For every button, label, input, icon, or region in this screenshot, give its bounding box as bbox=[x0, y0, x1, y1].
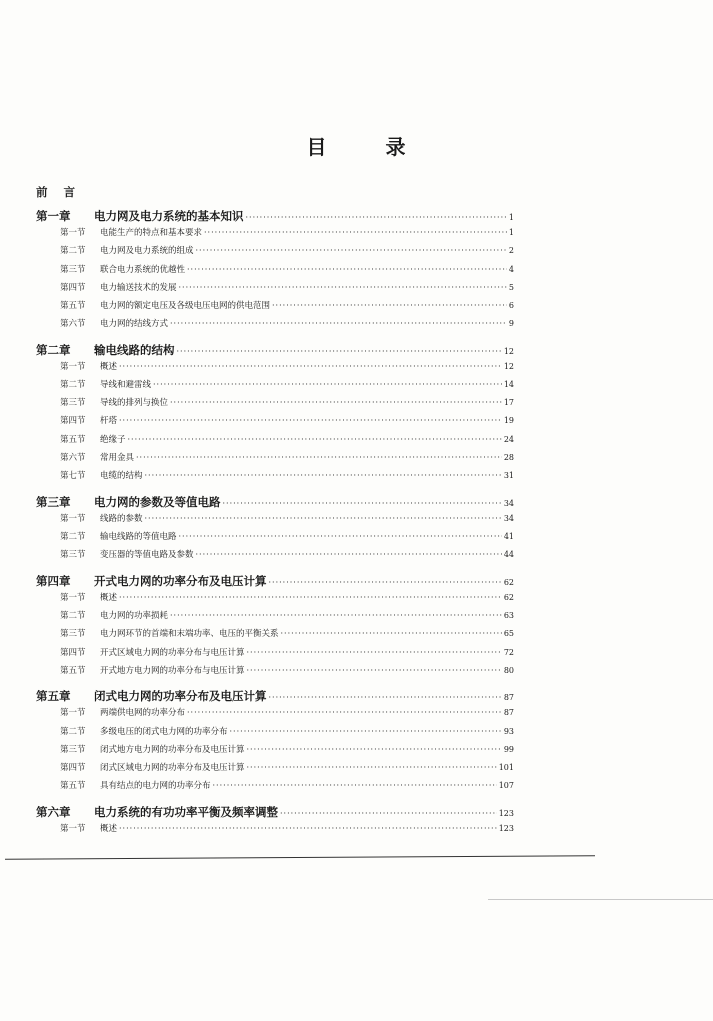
toc-label bbox=[60, 299, 270, 311]
toc-page-number: 12 bbox=[503, 347, 514, 356]
toc-number: 第一节 bbox=[60, 593, 86, 603]
toc-leader-dots bbox=[247, 648, 502, 657]
toc-section bbox=[60, 646, 514, 658]
toc-title: 杆塔 bbox=[100, 416, 118, 426]
toc-number: 第二节 bbox=[60, 727, 86, 737]
toc-section bbox=[60, 469, 514, 481]
toc-page-number: 4 bbox=[508, 265, 514, 274]
toc-preface: 前 言 bbox=[36, 185, 82, 199]
toc-leader-dots bbox=[247, 666, 502, 675]
toc-title: 电力网及电力系统的基本知识 bbox=[94, 209, 244, 223]
toc-page-number: 87 bbox=[503, 693, 514, 702]
toc-number: 第三章 bbox=[36, 495, 71, 509]
toc-leader-dots bbox=[269, 693, 502, 702]
toc-leader-dots bbox=[247, 763, 497, 772]
toc-title: 闭式电力网的功率分布及电压计算 bbox=[94, 689, 267, 703]
toc-section bbox=[60, 378, 514, 390]
toc-number: 第一章 bbox=[36, 209, 71, 223]
toc-label bbox=[60, 433, 126, 445]
toc-leader-dots bbox=[119, 824, 497, 833]
toc-page-number: 31 bbox=[503, 471, 514, 480]
toc-page-number: 41 bbox=[503, 532, 514, 541]
toc-leader-dots bbox=[196, 246, 507, 255]
toc-title: 绝缘子 bbox=[100, 435, 126, 445]
toc-label bbox=[36, 573, 267, 589]
toc-leader-dots bbox=[177, 347, 502, 356]
toc-chapter bbox=[36, 688, 514, 704]
toc-section bbox=[60, 396, 514, 408]
toc-label bbox=[36, 494, 221, 510]
toc-number: 第五节 bbox=[60, 666, 86, 676]
toc-number: 第二节 bbox=[60, 380, 86, 390]
toc-label bbox=[60, 743, 245, 755]
toc-label bbox=[60, 530, 177, 542]
toc-page-number: 17 bbox=[503, 398, 514, 407]
toc-leader-dots bbox=[153, 380, 502, 389]
page-rule bbox=[5, 855, 595, 860]
toc-page-number: 93 bbox=[503, 727, 514, 736]
toc-leader-dots bbox=[119, 593, 502, 602]
toc-title: 输电线路的结构 bbox=[94, 343, 175, 357]
toc-page-number: 80 bbox=[503, 666, 514, 675]
toc-leader-dots bbox=[179, 532, 502, 541]
toc-label bbox=[60, 664, 245, 676]
toc-label bbox=[60, 226, 202, 238]
toc-label bbox=[36, 804, 278, 820]
toc-leader-dots bbox=[269, 578, 502, 587]
toc-title: 电力网及电力系统的组成 bbox=[100, 246, 194, 256]
toc-number: 第四节 bbox=[60, 283, 86, 293]
toc-number: 第三节 bbox=[60, 550, 86, 560]
toc-label bbox=[60, 281, 177, 293]
toc-label bbox=[60, 591, 117, 603]
toc-number: 第六节 bbox=[60, 453, 86, 463]
toc-number: 第一节 bbox=[60, 228, 86, 238]
toc-number: 第三节 bbox=[60, 398, 86, 408]
toc-leader-dots bbox=[280, 809, 497, 818]
toc-label bbox=[36, 342, 175, 358]
toc-leader-dots bbox=[272, 301, 507, 310]
toc-label bbox=[60, 244, 194, 256]
toc-number: 第四节 bbox=[60, 416, 86, 426]
toc-label bbox=[60, 451, 134, 463]
toc-title: 闭式区域电力网的功率分布及电压计算 bbox=[100, 763, 245, 773]
toc-page-number: 12 bbox=[503, 362, 514, 371]
toc-page-number: 9 bbox=[508, 319, 514, 328]
toc-label bbox=[60, 706, 185, 718]
toc-section bbox=[60, 263, 514, 275]
toc-page-number: 2 bbox=[508, 246, 514, 255]
toc-label bbox=[60, 378, 151, 390]
toc-number: 第六章 bbox=[36, 805, 71, 819]
toc-page-number: 62 bbox=[503, 593, 514, 602]
toc-chapter bbox=[36, 342, 514, 358]
toc-section bbox=[60, 627, 514, 639]
toc-page-number: 65 bbox=[503, 629, 514, 638]
toc-leader-dots bbox=[187, 265, 507, 274]
toc-label bbox=[60, 627, 279, 639]
toc-leader-dots bbox=[187, 708, 502, 717]
toc-label bbox=[36, 688, 267, 704]
toc-leader-dots bbox=[119, 416, 502, 425]
toc-title: 概述 bbox=[100, 824, 118, 834]
toc-number: 第一节 bbox=[60, 824, 86, 834]
toc-page-number: 123 bbox=[498, 809, 514, 818]
toc-label bbox=[60, 360, 117, 372]
toc-page-number: 99 bbox=[503, 745, 514, 754]
toc-section bbox=[60, 761, 514, 773]
toc-leader-dots bbox=[170, 398, 502, 407]
toc-leader-dots bbox=[136, 453, 502, 462]
toc-title: 闭式地方电力网的功率分布及电压计算 bbox=[100, 745, 245, 755]
toc-leader-dots bbox=[170, 319, 507, 328]
toc-label bbox=[60, 646, 245, 658]
toc-leader-dots bbox=[179, 283, 507, 292]
toc-leader-dots bbox=[230, 727, 502, 736]
toc-title: 电力系统的有功功率平衡及频率调整 bbox=[94, 805, 278, 819]
toc-leader-dots bbox=[196, 550, 502, 559]
toc-leader-dots bbox=[119, 362, 502, 371]
toc-section bbox=[60, 822, 514, 834]
toc-page-number: 19 bbox=[503, 416, 514, 425]
toc-page-number: 1 bbox=[508, 228, 514, 237]
toc-label bbox=[60, 469, 143, 481]
toc-page-number: 28 bbox=[503, 453, 514, 462]
toc-title: 输电线路的等值电路 bbox=[100, 532, 177, 542]
toc-section bbox=[60, 725, 514, 737]
toc-number: 第五节 bbox=[60, 781, 86, 791]
toc-label bbox=[60, 822, 117, 834]
toc-chapter bbox=[36, 804, 514, 820]
toc-label bbox=[60, 414, 117, 426]
toc-title: 概述 bbox=[100, 593, 118, 603]
toc-number: 第一节 bbox=[60, 708, 86, 718]
toc-title: 具有结点的电力网的功率分布 bbox=[100, 781, 211, 791]
toc-section bbox=[60, 360, 514, 372]
toc-section bbox=[60, 433, 514, 445]
toc-page-number: 123 bbox=[498, 824, 514, 833]
toc-title: 电力网的额定电压及各级电压电网的供电范围 bbox=[100, 301, 271, 311]
toc-section bbox=[60, 244, 514, 256]
toc-title: 变压器的等值电路及参数 bbox=[100, 550, 194, 560]
toc-title: 线路的参数 bbox=[100, 514, 143, 524]
toc-title: 常用金具 bbox=[100, 453, 135, 463]
toc-page-number: 87 bbox=[503, 708, 514, 717]
toc-number: 第二节 bbox=[60, 532, 86, 542]
toc-page-number: 34 bbox=[503, 514, 514, 523]
toc-page-number: 107 bbox=[498, 781, 514, 790]
toc-label bbox=[60, 761, 245, 773]
toc-section bbox=[60, 414, 514, 426]
toc-page-number: 6 bbox=[508, 301, 514, 310]
toc-leader-dots bbox=[128, 435, 502, 444]
toc-chapter bbox=[36, 208, 514, 224]
toc-title: 多级电压的闭式电力网的功率分布 bbox=[100, 727, 228, 737]
toc-page-number: 44 bbox=[503, 550, 514, 559]
page-rule-faint bbox=[488, 899, 713, 900]
toc-label bbox=[60, 317, 168, 329]
toc-leader-dots bbox=[213, 781, 497, 790]
page-title: 目 录 bbox=[306, 135, 407, 159]
toc-number: 第二节 bbox=[60, 611, 86, 621]
toc-page-number: 34 bbox=[503, 499, 514, 508]
toc-title: 电力网的功率损耗 bbox=[100, 611, 169, 621]
toc-leader-dots bbox=[145, 471, 502, 480]
toc-page-number: 14 bbox=[503, 380, 514, 389]
toc-number: 第一节 bbox=[60, 514, 86, 524]
toc-section bbox=[60, 548, 514, 560]
toc-label bbox=[60, 263, 185, 275]
toc-label bbox=[60, 396, 168, 408]
toc-title: 电能生产的特点和基本要求 bbox=[100, 228, 203, 238]
toc-number: 第三节 bbox=[60, 629, 86, 639]
toc-section bbox=[60, 530, 514, 542]
toc-leader-dots bbox=[246, 213, 507, 222]
toc-title: 电缆的结构 bbox=[100, 471, 143, 481]
toc-title: 联合电力系统的优越性 bbox=[100, 265, 186, 275]
toc-title: 电力网环节的首端和末端功率、电压的平衡关系 bbox=[100, 629, 279, 639]
toc-title: 电力输送技术的发展 bbox=[100, 283, 177, 293]
toc-section bbox=[60, 226, 514, 238]
toc-section bbox=[60, 706, 514, 718]
toc-section bbox=[60, 512, 514, 524]
toc-title: 两端供电网的功率分布 bbox=[100, 708, 186, 718]
toc-title: 开式区域电力网的功率分布与电压计算 bbox=[100, 648, 245, 658]
toc-chapter bbox=[36, 494, 514, 510]
toc-number: 第七节 bbox=[60, 471, 86, 481]
toc-label bbox=[60, 609, 168, 621]
toc-number: 第一节 bbox=[60, 362, 86, 372]
toc-page-number: 24 bbox=[503, 435, 514, 444]
toc-chapter bbox=[36, 573, 514, 589]
toc-label bbox=[60, 779, 211, 791]
toc-label bbox=[60, 725, 228, 737]
toc-title: 电力网的参数及等值电路 bbox=[94, 495, 221, 509]
toc-leader-dots bbox=[223, 499, 502, 508]
toc-number: 第四章 bbox=[36, 574, 71, 588]
toc-number: 第二节 bbox=[60, 246, 86, 256]
toc-number: 第三节 bbox=[60, 745, 86, 755]
toc-page-number: 72 bbox=[503, 648, 514, 657]
toc-section bbox=[60, 743, 514, 755]
toc-leader-dots bbox=[145, 514, 502, 523]
toc-page-number: 63 bbox=[503, 611, 514, 620]
toc-title: 开式电力网的功率分布及电压计算 bbox=[94, 574, 267, 588]
toc-page-number: 5 bbox=[508, 283, 514, 292]
toc-leader-dots bbox=[170, 611, 502, 620]
toc-section bbox=[60, 281, 514, 293]
toc-number: 第三节 bbox=[60, 265, 86, 275]
toc-section bbox=[60, 609, 514, 621]
toc-number: 第四节 bbox=[60, 763, 86, 773]
toc-title: 开式地方电力网的功率分布与电压计算 bbox=[100, 666, 245, 676]
toc-label bbox=[60, 548, 194, 560]
toc-page-number: 1 bbox=[508, 213, 514, 222]
toc-title: 导线的排列与换位 bbox=[100, 398, 169, 408]
toc-section bbox=[60, 451, 514, 463]
toc-page-number: 101 bbox=[498, 763, 514, 772]
toc-number: 第六节 bbox=[60, 319, 86, 329]
toc-section bbox=[60, 664, 514, 676]
toc-leader-dots bbox=[281, 629, 502, 638]
toc-label bbox=[36, 208, 244, 224]
toc-title: 电力网的结线方式 bbox=[100, 319, 169, 329]
toc-number: 第四节 bbox=[60, 648, 86, 658]
toc-number: 第五节 bbox=[60, 435, 86, 445]
toc-number: 第二章 bbox=[36, 343, 71, 357]
toc-number: 第五节 bbox=[60, 301, 86, 311]
toc-page-number: 62 bbox=[503, 578, 514, 587]
toc-section bbox=[60, 299, 514, 311]
toc-title: 概述 bbox=[100, 362, 118, 372]
toc-number: 第五章 bbox=[36, 689, 71, 703]
toc-leader-dots bbox=[247, 745, 502, 754]
toc-leader-dots bbox=[204, 228, 507, 237]
toc-section bbox=[60, 779, 514, 791]
toc-label bbox=[60, 512, 143, 524]
toc-section bbox=[60, 317, 514, 329]
toc-title: 导线和避雷线 bbox=[100, 380, 152, 390]
toc-section bbox=[60, 591, 514, 603]
